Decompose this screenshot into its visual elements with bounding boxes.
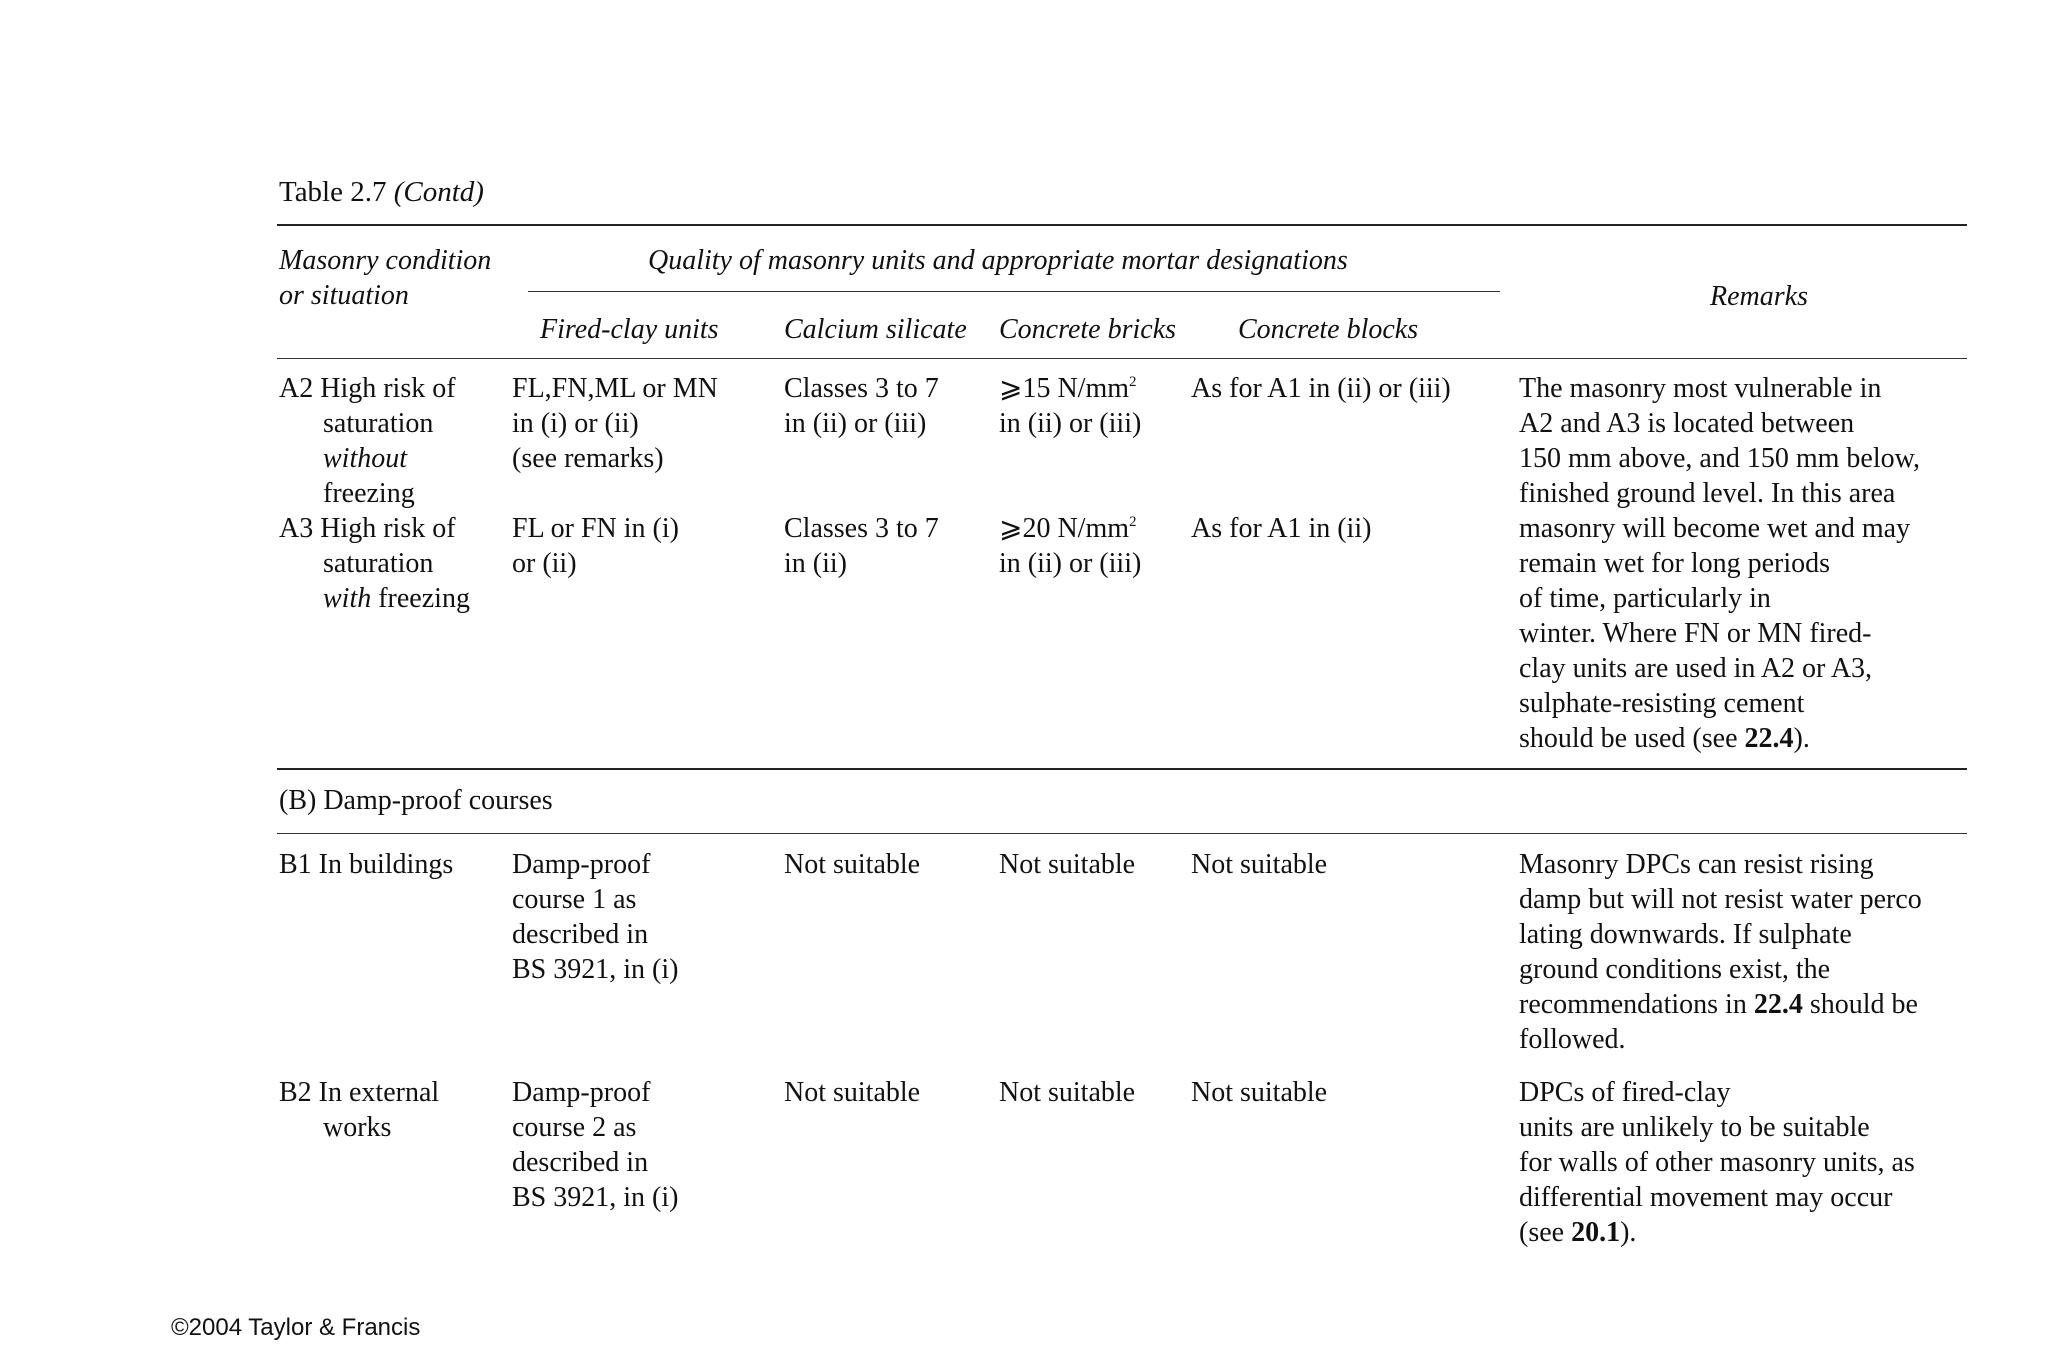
header-condition [279, 243, 491, 313]
row-b1-remarks [1519, 847, 1964, 1057]
row-a2-concrete-bricks-line: in (ii) or (iii) [999, 408, 1142, 439]
remarks-line: winter. Where FN or MN fired- [1519, 618, 1872, 649]
row-a3-concrete-bricks-line: in (ii) or (iii) [999, 548, 1142, 579]
row-a3-condition [279, 511, 470, 616]
row-a3-calcium-silicate [784, 511, 939, 581]
remarks-line: 150 mm above, and 150 mm below, [1519, 443, 1921, 474]
row-b1-fired-clay-line: BS 3921, in (i) [512, 954, 679, 985]
remarks-line: units are unlikely to be suitable [1519, 1112, 1870, 1143]
row-b1-concrete-blocks: Not suitable [1191, 849, 1328, 880]
section-ref: 22.4 [1744, 723, 1794, 754]
row-b1-concrete-bricks: Not suitable [999, 849, 1136, 880]
table-top-rule [277, 224, 1967, 226]
row-a2-condition-line: saturation [323, 408, 434, 439]
row-a2-concrete-bricks-line [999, 371, 1141, 406]
row-b2-fired-clay-line: BS 3921, in (i) [512, 1182, 679, 1213]
unit-superscript: 2 [1129, 514, 1137, 530]
remarks-line: followed. [1519, 1024, 1626, 1055]
section-ref: 20.1 [1571, 1217, 1621, 1248]
row-a2-calcium-silicate-line: Classes 3 to 7 [784, 373, 939, 404]
row-b2-condition-line: B2 In external [279, 1077, 440, 1108]
row-b1-fired-clay-line: Damp-proof [512, 849, 651, 880]
freezing-text: freezing [371, 583, 470, 614]
row-a2-condition-line: without [323, 443, 408, 474]
row-b2-fired-clay-line: course 2 as [512, 1112, 637, 1143]
header-quality-rule [528, 291, 1500, 292]
row-b2-concrete-blocks: Not suitable [1191, 1077, 1328, 1108]
remarks-text: recommendations in [1519, 989, 1754, 1020]
remarks-line: finished ground level. In this area [1519, 478, 1896, 509]
row-a2-calcium-silicate [784, 371, 939, 441]
remarks-line: lating downwards. If sulphate [1519, 919, 1852, 950]
row-b2-condition [279, 1075, 439, 1145]
header-condition-line2: or situation [279, 280, 409, 311]
remarks-line: The masonry most vulnerable in [1519, 373, 1882, 404]
section-b-rule [277, 833, 1967, 834]
strength-value: ⩾20 N/mm [999, 513, 1130, 544]
remarks-text: should be used (see [1519, 723, 1745, 754]
strength-value: ⩾15 N/mm [999, 373, 1130, 404]
section-a-bottom-rule [277, 768, 1967, 770]
row-b1-condition-line: B1 In buildings [279, 849, 454, 880]
row-a2-calcium-silicate-line: in (ii) or (iii) [784, 408, 927, 439]
table-label: Table 2.7 [279, 176, 387, 208]
row-b2-remarks [1519, 1075, 1964, 1250]
row-a2-fired-clay-line: (see remarks) [512, 443, 664, 474]
remarks-line: damp but will not resist water perco [1519, 884, 1922, 915]
row-a2-condition-line: freezing [323, 478, 415, 509]
header-condition-line1: Masonry condition [279, 245, 492, 276]
header-remarks: Remarks [1710, 281, 1808, 312]
row-a3-fired-clay-line: FL or FN in (i) [512, 513, 679, 544]
row-a2-condition-line: A2 High risk of [279, 373, 456, 404]
row-a3-fired-clay-line: or (ii) [512, 548, 577, 579]
row-a3-concrete-blocks [1191, 511, 1371, 546]
table-contd: (Contd) [393, 176, 484, 208]
row-a3-condition-line: saturation [323, 548, 434, 579]
row-b1-calcium-silicate: Not suitable [784, 849, 921, 880]
row-a3-calcium-silicate-line: Classes 3 to 7 [784, 513, 939, 544]
remarks-line: sulphate-resisting cement [1519, 688, 1805, 719]
remarks-line: ground conditions exist, the [1519, 954, 1831, 985]
remarks-line [1519, 987, 1964, 1022]
row-a2-fired-clay-line: FL,FN,ML or MN [512, 373, 718, 404]
remarks-line: clay units are used in A2 or A3, [1519, 653, 1873, 684]
header-concrete-blocks: Concrete blocks [1238, 314, 1419, 345]
remarks-line: remain wet for long periods [1519, 548, 1831, 579]
row-a3-fired-clay [512, 511, 679, 581]
remarks-line: for walls of other masonry units, as [1519, 1147, 1915, 1178]
row-a3-concrete-bricks-line [999, 511, 1141, 546]
row-b2-fired-clay-line: Damp-proof [512, 1077, 651, 1108]
section-b-heading: (B) Damp-proof courses [279, 785, 553, 816]
row-b2-concrete-bricks: Not suitable [999, 1077, 1136, 1108]
unit-superscript: 2 [1129, 374, 1137, 390]
row-a2-condition [279, 371, 456, 511]
remarks-line: differential movement may occur [1519, 1182, 1893, 1213]
header-bottom-rule [277, 358, 1967, 359]
row-b1-condition [279, 847, 453, 882]
header-concrete-bricks: Concrete bricks [999, 314, 1177, 345]
remarks-line: DPCs of fired-clay [1519, 1077, 1731, 1108]
header-quality: Quality of masonry units and appropriate mortar designations [648, 245, 1348, 276]
with-text: with [323, 583, 372, 614]
remarks-line [1519, 721, 1964, 756]
row-a2-fired-clay-line: in (i) or (ii) [512, 408, 639, 439]
row-b2-condition-line: works [323, 1112, 392, 1143]
row-a3-concrete-bricks [999, 511, 1141, 581]
remarks-line: Masonry DPCs can resist rising [1519, 849, 1874, 880]
remarks-line: of time, particularly in [1519, 583, 1771, 614]
table-caption [279, 176, 484, 209]
row-a2-concrete-blocks [1191, 371, 1451, 406]
row-a2-concrete-blocks-line: As for A1 in (ii) or (iii) [1191, 373, 1451, 404]
header-calcium-silicate: Calcium silicate [784, 314, 967, 345]
row-a-remarks [1519, 371, 1964, 756]
row-b2-calcium-silicate: Not suitable [784, 1077, 921, 1108]
row-a3-concrete-blocks-line: As for A1 in (ii) [1191, 513, 1372, 544]
copyright-footer: ©2004 Taylor & Francis [171, 1314, 421, 1341]
remarks-text: ). [1793, 723, 1810, 754]
remarks-line: A2 and A3 is located between [1519, 408, 1855, 439]
row-b1-fired-clay [512, 847, 678, 987]
header-fired-clay: Fired-clay units [540, 314, 719, 345]
row-b1-fired-clay-line: described in [512, 919, 649, 950]
section-ref: 22.4 [1753, 989, 1803, 1020]
remarks-line: masonry will become wet and may [1519, 513, 1911, 544]
remarks-text: ). [1620, 1217, 1637, 1248]
remarks-text: should be [1802, 989, 1918, 1020]
row-b2-fired-clay-line: described in [512, 1147, 649, 1178]
row-a3-condition-line: A3 High risk of [279, 513, 456, 544]
row-a2-concrete-bricks [999, 371, 1141, 441]
row-a3-condition-line [279, 581, 470, 616]
row-a3-calcium-silicate-line: in (ii) [784, 548, 847, 579]
remarks-line [1519, 1215, 1964, 1250]
row-b1-fired-clay-line: course 1 as [512, 884, 637, 915]
row-a2-fired-clay [512, 371, 718, 476]
row-b2-fired-clay [512, 1075, 678, 1215]
remarks-text: (see [1519, 1217, 1572, 1248]
